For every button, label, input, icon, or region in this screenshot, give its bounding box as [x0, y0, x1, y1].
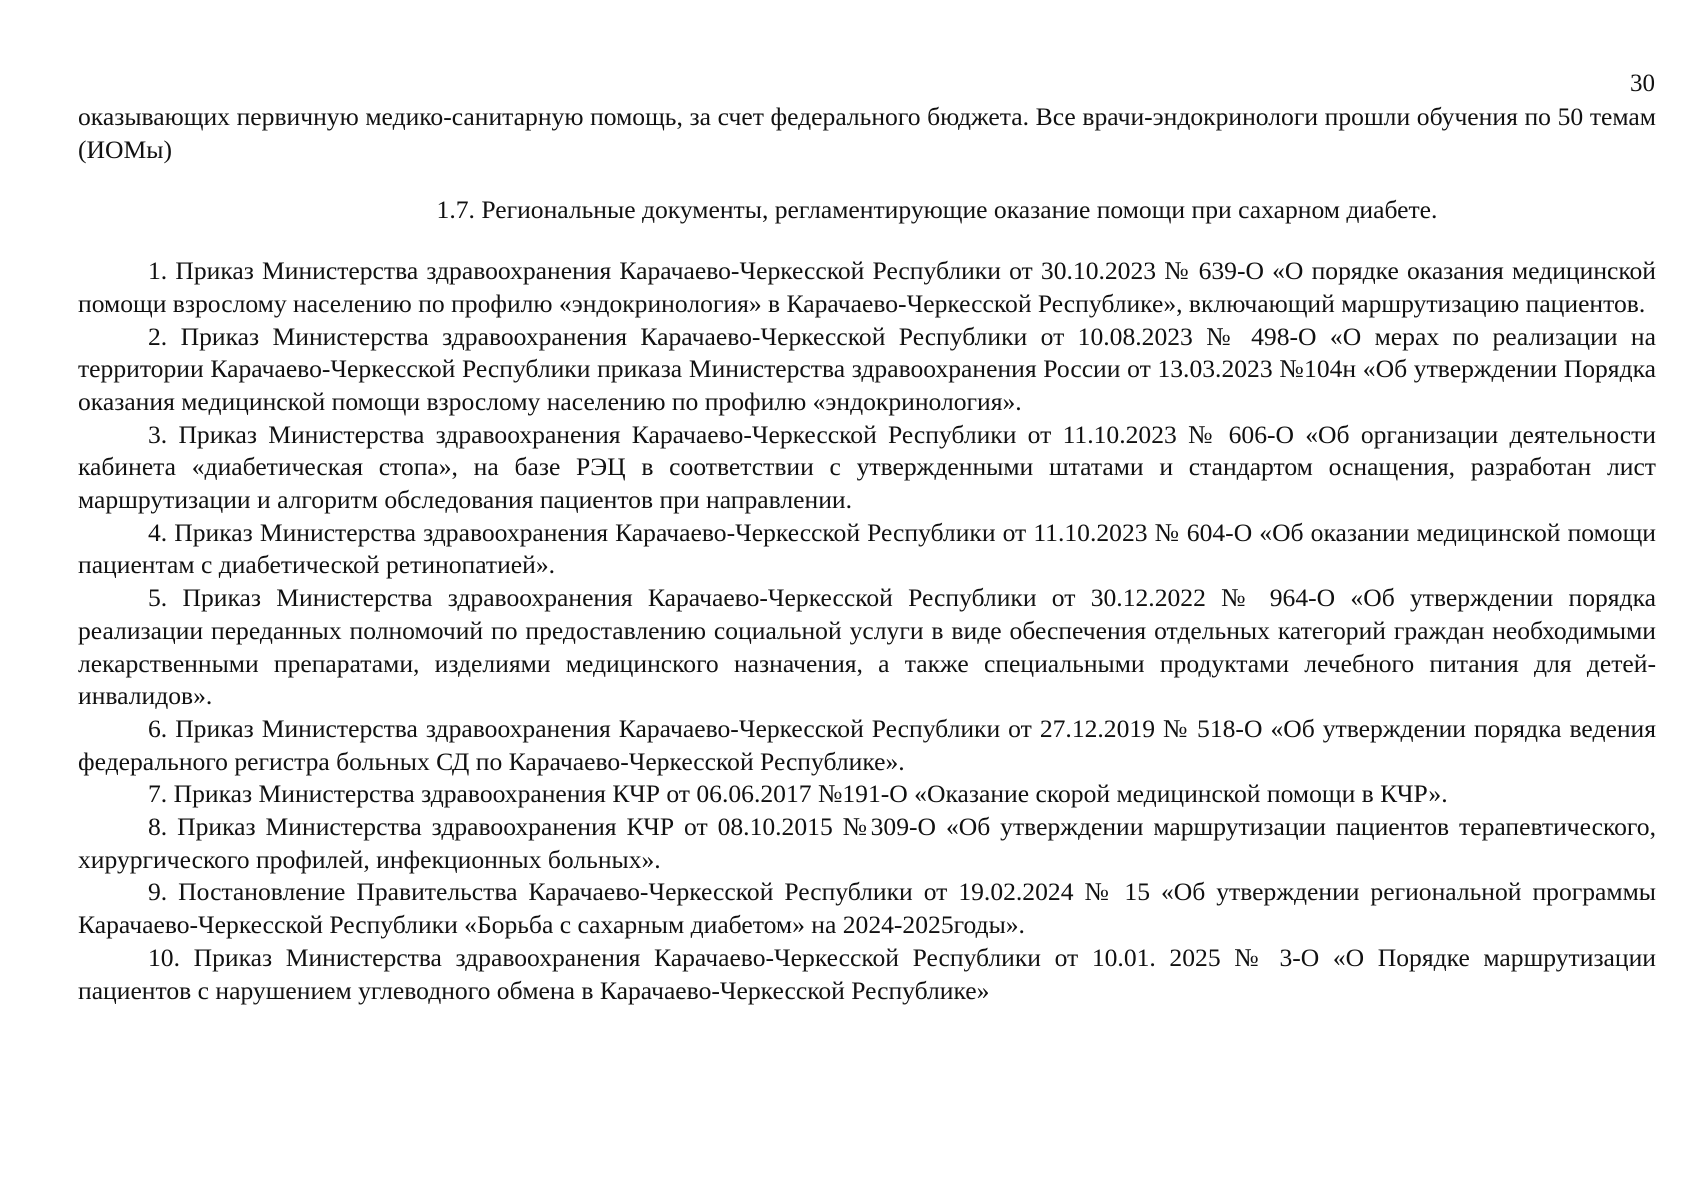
page-content: [78, 101, 1656, 1007]
list-item: 9. Постановление Правительства Карачаево-Черкесской Республики от 19.02.2024 № 15 «Об утверждении региональной программы Карачаево-Черкесской Республики «Борьба с сахарным диабетом» на 2024-2025годы».: [78, 877, 1656, 940]
page-number: 30: [1630, 70, 1655, 97]
section-title: 1.7. Региональные документы, регламентирующие оказание помощи при сахарном диабете.: [436, 195, 1438, 225]
list-item: 4. Приказ Министерства здравоохранения Карачаево-Черкесской Республики от 11.10.2023 № 604-О «Об оказании медицинской помощи пациентам с диабетической ретинопатией».: [78, 517, 1656, 580]
list-item: 1. Приказ Министерства здравоохранения Карачаево-Черкесской Республики от 30.10.2023 № 639-О «О порядке оказания медицинской помощи взрослому населению по профилю «эндокринология» в Карачаево-Черкесской Республике», включающий маршрутизацию пациентов.: [78, 256, 1656, 318]
list-item: 6. Приказ Министерства здравоохранения Карачаево-Черкесской Республики от 27.12.2019 № 518-О «Об утверждении порядка ведения федерального регистра больных СД по Карачаево-Черкесской Республике».: [78, 713, 1656, 776]
intro-paragraph: оказывающих первичную медико-санитарную помощь, за счет федерального бюджета. Все врачи-эндокринологи прошли обучения по 50 темам (ИОМы): [78, 102, 1656, 164]
list-item: 3. Приказ Министерства здравоохранения Карачаево-Черкесской Республики от 11.10.2023 № 606-О «Об организации деятельности кабинета «диабетическая стопа», на базе РЭЦ в соответствии с утвержденными штатами и стандартом оснащения, разработан лист маршрутизации и алгоритм обследования пациентов при направлении.: [78, 419, 1656, 515]
list-item: 2. Приказ Министерства здравоохранения Карачаево-Черкесской Республики от 10.08.2023 № 498-О «О мерах по реализации на территории Карачаево-Черкесской Республики приказа Министерства здравоохранения России от 13.03.2023 №104н «Об утверждении Порядка оказания медицинской помощи взрослому населению по профилю «эндокринология».: [78, 321, 1656, 416]
document-list: [78, 255, 1656, 1007]
list-item: 8. Приказ Министерства здравоохранения КЧР от 08.10.2015 №309-О «Об утверждении маршрутизации пациентов терапевтического, хирургического профилей, инфекционных больных».: [78, 812, 1656, 874]
list-item: 10. Приказ Министерства здравоохранения Карачаево-Черкесской Республики от 10.01. 2025 № 3-О «О Порядке маршрутизации пациентов с нарушением углеводного обмена в Карачаево-Черкесской Республике»: [78, 942, 1656, 1005]
list-item: 5. Приказ Министерства здравоохранения Карачаево-Черкесской Республики от 30.12.2022 № 964-О «Об утверждении порядка реализации переданных полномочий по предоставлению социальной услуги в виде обеспечения отдельных категорий граждан необходимыми лекарственными препаратами, изделиями медицинского назначения, а также специальными продуктами лечебного питания для детей-инвалидов».: [78, 583, 1656, 711]
list-item: 7. Приказ Министерства здравоохранения КЧР от 06.06.2017 №191-О «Оказание скорой медицинской помощи в КЧР».: [148, 779, 1448, 809]
